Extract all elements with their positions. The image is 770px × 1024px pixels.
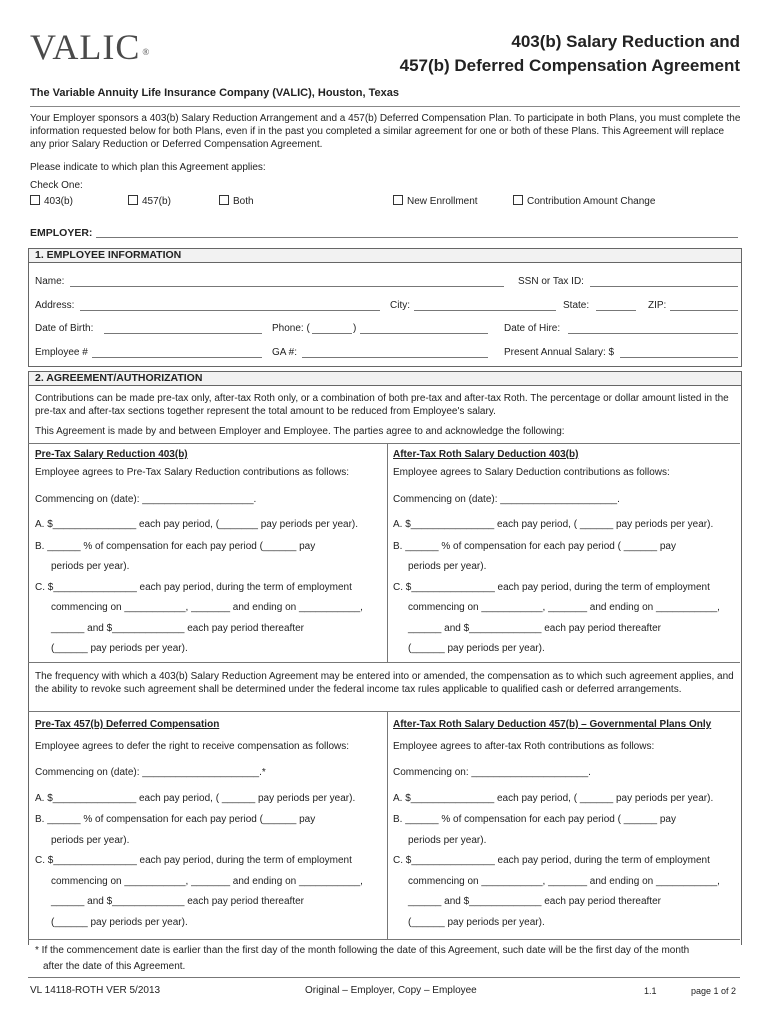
pretax-403b-option-a[interactable]: A. $_______________ each pay period, (_______ pay periods per year). bbox=[35, 519, 359, 530]
divider bbox=[28, 939, 740, 940]
form-title-line2: 457(b) Deferred Compensation Agreement bbox=[399, 56, 740, 75]
pretax-403b-option-c-dates[interactable]: commencing on ___________, _______ and ending on ___________, bbox=[51, 602, 363, 613]
form-version: 1.1 bbox=[644, 986, 657, 996]
divider bbox=[28, 711, 740, 712]
pretax-457b-option-a[interactable]: A. $_______________ each pay period, ( ______ pay periods per year). bbox=[35, 793, 356, 804]
column-divider bbox=[387, 443, 388, 662]
roth-403b-option-a[interactable]: A. $_______________ each pay period, ( ______ pay periods per year). bbox=[393, 519, 714, 530]
form-title-line1: 403(b) Salary Reduction and bbox=[511, 32, 740, 51]
phone-label: Phone: ( bbox=[272, 323, 310, 334]
roth-403b-option-b-cont: periods per year). bbox=[408, 561, 487, 572]
ssn-input[interactable] bbox=[590, 286, 738, 287]
salary-label: Present Annual Salary: $ bbox=[504, 347, 615, 358]
roth-457b-intro: Employee agrees to after-tax Roth contributions as follows: bbox=[393, 741, 655, 752]
roth-457b-option-b-cont: periods per year). bbox=[408, 835, 487, 846]
pretax-403b-option-c-thereafter[interactable]: ______ and $_____________ each pay period thereafter bbox=[51, 623, 304, 634]
address-label: Address: bbox=[35, 300, 75, 311]
form-id: VL 14118-ROTH VER 5/2013 bbox=[30, 985, 161, 996]
pretax-457b-commencing[interactable]: Commencing on (date): _____________________.* bbox=[35, 767, 266, 778]
roth-457b-option-c-dates[interactable]: commencing on ___________, _______ and ending on ___________, bbox=[408, 876, 720, 887]
company-name: The Variable Annuity Life Insurance Company (VALIC), Houston, Texas bbox=[30, 87, 399, 99]
plan-indicate-text: Please indicate to which plan this Agreement applies: bbox=[30, 162, 266, 173]
roth-457b-option-a[interactable]: A. $_______________ each pay period, ( ______ pay periods per year). bbox=[393, 793, 714, 804]
option-403b[interactable] bbox=[30, 195, 73, 207]
option-label: Contribution Amount Change bbox=[527, 196, 656, 207]
roth-403b-option-b[interactable]: B. ______ % of compensation for each pay period ( ______ pay bbox=[393, 541, 676, 552]
roth-457b-option-c[interactable]: C. $_______________ each pay period, during the term of employment bbox=[393, 855, 710, 866]
hire-date-input[interactable] bbox=[568, 333, 738, 334]
roth-403b-option-c-periods[interactable]: (______ pay periods per year). bbox=[408, 643, 545, 654]
footnote-line2: after the date of this Agreement. bbox=[43, 961, 186, 972]
phone-area-input[interactable] bbox=[312, 333, 352, 334]
checkbox-icon[interactable] bbox=[219, 195, 229, 205]
zip-input[interactable] bbox=[670, 310, 738, 311]
option-457b[interactable] bbox=[128, 195, 171, 207]
pretax-457b-option-c-periods[interactable]: (______ pay periods per year). bbox=[51, 917, 188, 928]
divider bbox=[28, 977, 740, 978]
pretax-457b-option-b[interactable]: B. ______ % of compensation for each pay period (______ pay bbox=[35, 814, 316, 825]
checkbox-icon[interactable] bbox=[128, 195, 138, 205]
employee-number-input[interactable] bbox=[92, 357, 262, 358]
employer-input[interactable] bbox=[96, 237, 738, 238]
valic-logo: VALIC ® bbox=[30, 27, 151, 67]
option-label: 403(b) bbox=[44, 196, 73, 207]
roth-457b-option-c-thereafter[interactable]: ______ and $_____________ each pay period thereafter bbox=[408, 896, 661, 907]
roth-457b-option-c-periods[interactable]: (______ pay periods per year). bbox=[408, 917, 545, 928]
option-label: New Enrollment bbox=[407, 196, 478, 207]
pretax-457b-option-c-thereafter[interactable]: ______ and $_____________ each pay period thereafter bbox=[51, 896, 304, 907]
pretax-457b-option-b-cont: periods per year). bbox=[51, 835, 130, 846]
name-input[interactable] bbox=[70, 286, 504, 287]
intro-paragraph: Your Employer sponsors a 403(b) Salary Reduction Arrangement and a 457(b) Deferred Compensation Plan. To participate in both Plans, you must complete the information requested below for both Plans, even if in the past you completed a similar agreement for one or both of these Plans. This Agreement will replace any prior Salary Reduction or Deferred Compensation Agreement. bbox=[30, 113, 741, 150]
roth-403b-option-c[interactable]: C. $_______________ each pay period, during the term of employment bbox=[393, 582, 710, 593]
pretax-457b-heading: Pre-Tax 457(b) Deferred Compensation bbox=[35, 719, 220, 730]
ssn-label: SSN or Tax ID: bbox=[518, 276, 584, 287]
header-divider bbox=[30, 106, 740, 107]
checkbox-icon[interactable] bbox=[30, 195, 40, 205]
divider bbox=[28, 443, 740, 444]
roth-403b-heading: After-Tax Roth Salary Deduction 403(b) bbox=[393, 449, 579, 460]
dob-input[interactable] bbox=[104, 333, 262, 334]
column-divider bbox=[387, 711, 388, 939]
section1-box bbox=[28, 262, 742, 367]
ga-label: GA #: bbox=[272, 347, 298, 358]
ga-input[interactable] bbox=[302, 357, 488, 358]
dob-label: Date of Birth: bbox=[35, 323, 94, 334]
city-label: City: bbox=[390, 300, 410, 311]
pretax-457b-option-c-dates[interactable]: commencing on ___________, _______ and ending on ___________, bbox=[51, 876, 363, 887]
pretax-403b-option-c-periods[interactable]: (______ pay periods per year). bbox=[51, 643, 188, 654]
salary-input[interactable] bbox=[620, 357, 738, 358]
hire-date-label: Date of Hire: bbox=[504, 323, 561, 334]
roth-457b-option-b[interactable]: B. ______ % of compensation for each pay period ( ______ pay bbox=[393, 814, 676, 825]
zip-label: ZIP: bbox=[648, 300, 667, 311]
phone-input[interactable] bbox=[360, 333, 488, 334]
page-number: page 1 of 2 bbox=[691, 986, 737, 996]
pretax-457b-intro: Employee agrees to defer the right to receive compensation as follows: bbox=[35, 741, 350, 752]
option-both[interactable] bbox=[219, 195, 254, 207]
option-contribution-change[interactable] bbox=[513, 195, 655, 207]
option-label: Both bbox=[233, 196, 254, 207]
pretax-403b-commencing[interactable]: Commencing on (date): ____________________. bbox=[35, 494, 257, 505]
section2-heading: 2. AGREEMENT/AUTHORIZATION bbox=[28, 371, 742, 386]
state-label: State: bbox=[563, 300, 590, 311]
option-label: 457(b) bbox=[142, 196, 171, 207]
section2-para1: Contributions can be made pre-tax only, after-tax Roth only, or a combination of both pre-tax and after-tax Roth. The percentage or dollar amount listed in the pre-tax and after-tax sections together represent the total amount to be reduced from Employee's salary. bbox=[35, 393, 729, 417]
pretax-403b-option-b[interactable]: B. ______ % of compensation for each pay period (______ pay bbox=[35, 541, 316, 552]
name-label: Name: bbox=[35, 276, 65, 287]
checkbox-icon[interactable] bbox=[513, 195, 523, 205]
pretax-457b-option-c[interactable]: C. $_______________ each pay period, during the term of employment bbox=[35, 855, 352, 866]
pretax-403b-option-b-cont: periods per year). bbox=[51, 561, 130, 572]
section1-heading: 1. EMPLOYEE INFORMATION bbox=[28, 248, 742, 263]
checkbox-icon[interactable] bbox=[393, 195, 403, 205]
employee-number-label: Employee # bbox=[35, 347, 88, 358]
phone-paren: ) bbox=[353, 323, 357, 334]
city-input[interactable] bbox=[414, 310, 556, 311]
divider bbox=[28, 662, 740, 663]
employer-label: EMPLOYER: bbox=[30, 227, 93, 239]
option-new-enrollment[interactable] bbox=[393, 195, 478, 207]
roth-403b-commencing[interactable]: Commencing on (date): _____________________. bbox=[393, 494, 620, 505]
address-input[interactable] bbox=[80, 310, 380, 311]
section2-para2: This Agreement is made by and between Employer and Employee. The parties agree to and acknowledge the following: bbox=[35, 426, 565, 437]
roth-403b-option-c-dates[interactable]: commencing on ___________, _______ and ending on ___________, bbox=[408, 602, 720, 613]
frequency-paragraph: The frequency with which a 403(b) Salary Reduction Agreement may be entered into or amended, the compensation as to which such agreement applies, and the ability to revoke such agreement shall be determined under the federal income tax rules applicable to qualified cash or deferred arrangements. bbox=[35, 671, 734, 695]
roth-403b-intro: Employee agrees to Salary Deduction contributions as follows: bbox=[393, 467, 670, 478]
state-input[interactable] bbox=[596, 310, 636, 311]
check-one-label: Check One: bbox=[30, 180, 83, 191]
footnote-line1: * If the commencement date is earlier than the first day of the month following the date of this Agreement, such date will be the first day of the month bbox=[35, 945, 690, 956]
pretax-403b-option-c[interactable]: C. $_______________ each pay period, during the term of employment bbox=[35, 582, 352, 593]
pretax-403b-heading: Pre-Tax Salary Reduction 403(b) bbox=[35, 449, 188, 460]
roth-457b-heading: After-Tax Roth Salary Deduction 457(b) – Governmental Plans Only bbox=[393, 719, 712, 730]
pretax-403b-intro: Employee agrees to Pre-Tax Salary Reduction contributions as follows: bbox=[35, 467, 350, 478]
roth-403b-option-c-thereafter[interactable]: ______ and $_____________ each pay period thereafter bbox=[408, 623, 661, 634]
roth-457b-commencing[interactable]: Commencing on: _____________________. bbox=[393, 767, 591, 778]
copy-distribution: Original – Employer, Copy – Employee bbox=[305, 985, 477, 996]
